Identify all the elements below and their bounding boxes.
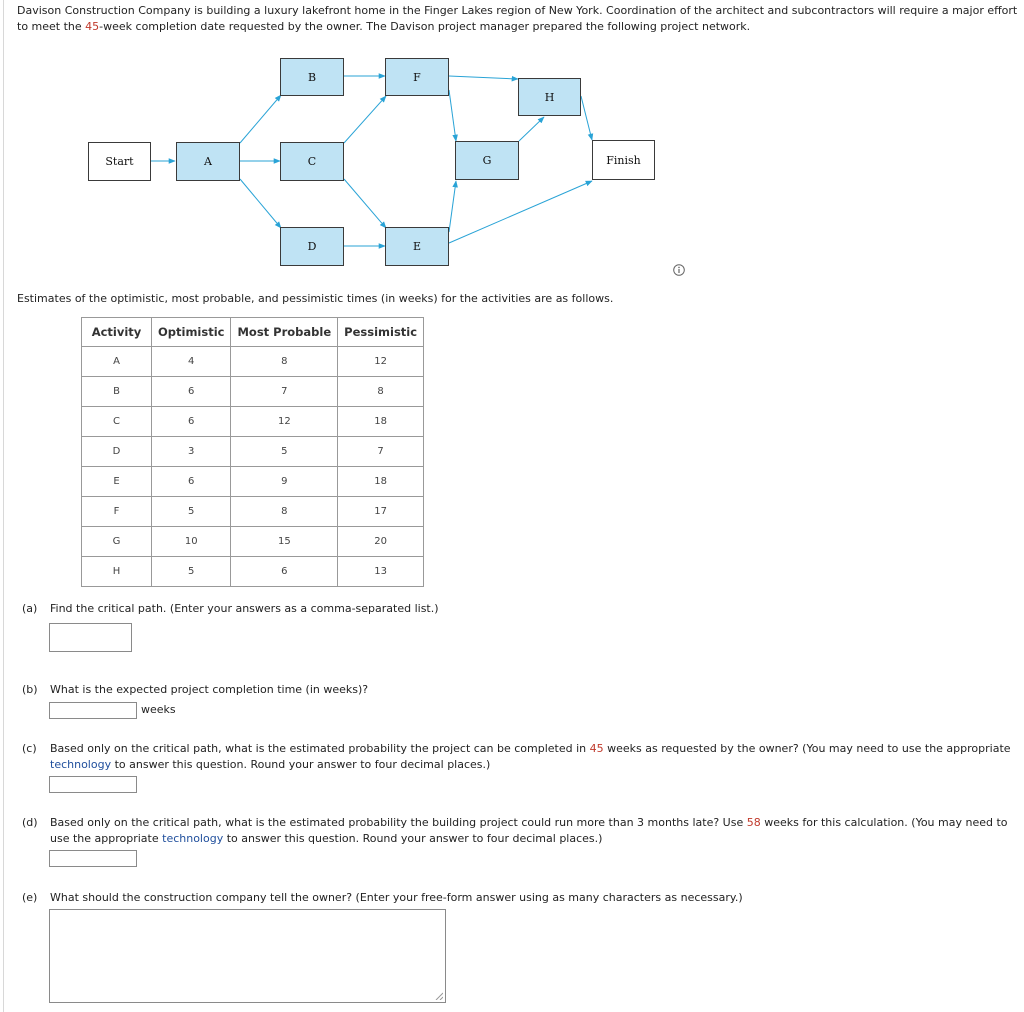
- highlight-number: 58: [746, 816, 761, 829]
- optimistic-cell: 6: [152, 377, 231, 407]
- most-probable-cell: 15: [231, 527, 338, 557]
- question-c-label: (c): [22, 742, 37, 755]
- question-e-text: What should the construction company tell the owner? (Enter your free-form answer using as many characters as necessary.): [50, 891, 743, 904]
- optimistic-cell: 10: [152, 527, 231, 557]
- resize-handle-icon[interactable]: [435, 992, 443, 1000]
- edge-a-d: [240, 179, 281, 228]
- probability-58-input[interactable]: [49, 850, 137, 867]
- table-row: [82, 557, 424, 587]
- activity-cell: H: [82, 557, 152, 587]
- most-probable-cell: 6: [231, 557, 338, 587]
- info-circle-icon[interactable]: [673, 264, 685, 276]
- node-c: C: [280, 142, 344, 181]
- node-h: H: [518, 78, 581, 116]
- critical-path-input[interactable]: [49, 623, 132, 652]
- question-e-label: (e): [22, 891, 38, 904]
- table-row: [82, 377, 424, 407]
- edge-e-g: [449, 181, 456, 232]
- table-row: [82, 437, 424, 467]
- edge-f-h: [449, 76, 518, 79]
- highlight-number: 45: [589, 742, 604, 755]
- activity-cell: G: [82, 527, 152, 557]
- header-activity: Activity: [82, 318, 152, 347]
- header-pessimistic: Pessimistic: [338, 318, 424, 347]
- question-d-label: (d): [22, 816, 38, 829]
- edge-e-finish: [449, 181, 592, 243]
- technology-link[interactable]: technology: [50, 757, 112, 771]
- optimistic-cell: 5: [152, 557, 231, 587]
- question-a-label: (a): [22, 602, 38, 615]
- activity-cell: C: [82, 407, 152, 437]
- pessimistic-cell: 13: [338, 557, 424, 587]
- highlight-number: 45: [85, 19, 100, 33]
- most-probable-cell: 9: [231, 467, 338, 497]
- question-a-text: Find the critical path. (Enter your answers as a comma-separated list.): [50, 602, 439, 615]
- question-b-label: (b): [22, 683, 38, 696]
- pessimistic-cell: 12: [338, 347, 424, 377]
- table-row: [82, 347, 424, 377]
- edge-h-finish: [581, 96, 592, 140]
- node-finish: Finish: [592, 140, 655, 180]
- table-row: [82, 527, 424, 557]
- node-d: D: [280, 227, 344, 266]
- activity-cell: F: [82, 497, 152, 527]
- edge-a-b: [240, 95, 281, 143]
- table-row: [82, 497, 424, 527]
- node-g: G: [455, 141, 519, 180]
- pessimistic-cell: 20: [338, 527, 424, 557]
- node-start: Start: [88, 142, 151, 181]
- most-probable-cell: 5: [231, 437, 338, 467]
- optimistic-cell: 6: [152, 467, 231, 497]
- table-row: [82, 467, 424, 497]
- most-probable-cell: 8: [231, 347, 338, 377]
- activity-times-table: [81, 317, 424, 587]
- activity-cell: D: [82, 437, 152, 467]
- question-c-text: Based only on the critical path, what is the estimated probability the project can be completed in 45 weeks as requested by the owner? (You may need to use the appropriate technology to answer this question. Round your answer to four decimal places.): [50, 742, 1011, 771]
- question-d-text: Based only on the critical path, what is the estimated probability the building project could run more than 3 months late? Use 58 weeks for this calculation. (You may need to use the appropriate technology to answer this question. Round your answer to four decimal places.): [50, 816, 1008, 845]
- most-probable-cell: 12: [231, 407, 338, 437]
- edge-c-e: [344, 179, 386, 228]
- optimistic-cell: 4: [152, 347, 231, 377]
- most-probable-cell: 8: [231, 497, 338, 527]
- header-most-probable: Most Probable: [231, 318, 338, 347]
- edge-g-h: [519, 117, 544, 141]
- edge-c-f: [344, 96, 386, 143]
- edge-f-g: [449, 90, 456, 141]
- node-f: F: [385, 58, 449, 96]
- header-optimistic: Optimistic: [152, 318, 231, 347]
- pessimistic-cell: 8: [338, 377, 424, 407]
- node-a: A: [176, 142, 240, 181]
- problem-intro: Davison Construction Company is building a luxury lakefront home in the Finger Lakes region of New York. Coordination of the architect and subcontractors will require a major effort to meet the 45-week completion date requested by the owner. The Davison project manager prepared the following project network.: [17, 4, 1018, 33]
- most-probable-cell: 7: [231, 377, 338, 407]
- completion-time-input[interactable]: [49, 702, 137, 719]
- activity-cell: B: [82, 377, 152, 407]
- pessimistic-cell: 18: [338, 467, 424, 497]
- question-b-text: What is the expected project completion time (in weeks)?: [50, 683, 369, 696]
- pessimistic-cell: 18: [338, 407, 424, 437]
- node-b: B: [280, 58, 344, 96]
- weeks-unit-label: weeks: [141, 703, 176, 716]
- probability-45-input[interactable]: [49, 776, 137, 793]
- activity-cell: A: [82, 347, 152, 377]
- table-header-row: [82, 318, 424, 347]
- optimistic-cell: 5: [152, 497, 231, 527]
- estimates-text: Estimates of the optimistic, most probable, and pessimistic times (in weeks) for the activities are as follows.: [17, 292, 614, 305]
- node-e: E: [385, 227, 449, 266]
- technology-link[interactable]: technology: [162, 831, 224, 845]
- pessimistic-cell: 7: [338, 437, 424, 467]
- activity-cell: E: [82, 467, 152, 497]
- pessimistic-cell: 17: [338, 497, 424, 527]
- optimistic-cell: 6: [152, 407, 231, 437]
- owner-message-textarea[interactable]: [49, 909, 446, 1003]
- optimistic-cell: 3: [152, 437, 231, 467]
- table-row: [82, 407, 424, 437]
